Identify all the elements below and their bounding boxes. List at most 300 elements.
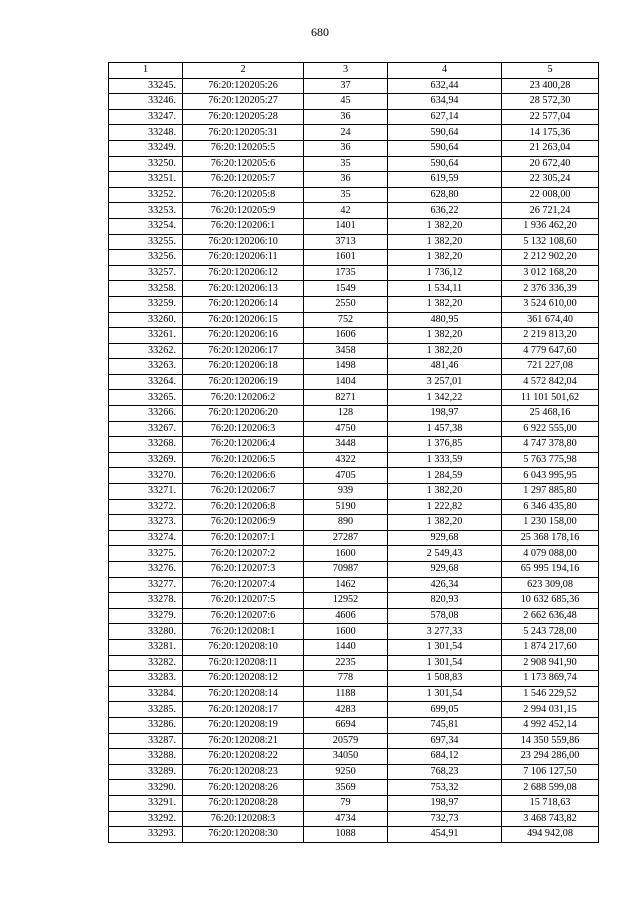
row-number-cell: 33279. — [109, 608, 183, 624]
row-number-cell: 33263. — [109, 359, 183, 375]
table-row — [109, 733, 599, 749]
specific-value-cell: 732,73 — [388, 811, 502, 827]
area-cell: 27287 — [304, 530, 388, 546]
table-row — [109, 795, 599, 811]
table-row — [109, 702, 599, 718]
area-cell: 5190 — [304, 499, 388, 515]
cadastral-value-cell: 4 992 452,14 — [502, 717, 599, 733]
cadastral-value-cell: 14 175,36 — [502, 125, 599, 141]
table-row — [109, 468, 599, 484]
table-row — [109, 530, 599, 546]
cadastral-number-cell: 76:20:120206:11 — [183, 250, 304, 266]
cadastral-value-cell: 3 524 610,00 — [502, 296, 599, 312]
cadastral-number-cell: 76:20:120208:23 — [183, 764, 304, 780]
cadastral-value-cell: 2 376 336,39 — [502, 281, 599, 297]
area-cell: 1606 — [304, 328, 388, 344]
cadastral-value-cell: 5 243 728,00 — [502, 624, 599, 640]
table-row — [109, 374, 599, 390]
cadastral-number-cell: 76:20:120206:7 — [183, 484, 304, 500]
table-row — [109, 203, 599, 219]
specific-value-cell: 1 284,59 — [388, 468, 502, 484]
table-row — [109, 671, 599, 687]
row-number-cell: 33266. — [109, 406, 183, 422]
row-number-cell: 33249. — [109, 140, 183, 156]
specific-value-cell: 454,91 — [388, 827, 502, 843]
table-row — [109, 780, 599, 796]
cadastral-value-cell: 2 908 941,90 — [502, 655, 599, 671]
row-number-cell: 33289. — [109, 764, 183, 780]
cadastral-number-cell: 76:20:120208:3 — [183, 811, 304, 827]
area-cell: 4322 — [304, 452, 388, 468]
area-cell: 35 — [304, 156, 388, 172]
area-cell: 79 — [304, 795, 388, 811]
specific-value-cell: 1 382,20 — [388, 484, 502, 500]
cadastral-value-cell: 22 008,00 — [502, 187, 599, 203]
area-cell: 1462 — [304, 577, 388, 593]
cadastral-number-cell: 76:20:120206:4 — [183, 437, 304, 453]
area-cell: 9250 — [304, 764, 388, 780]
area-cell: 1600 — [304, 546, 388, 562]
cadastral-value-cell: 5 132 108,60 — [502, 234, 599, 250]
cadastral-number-cell: 76:20:120207:5 — [183, 593, 304, 609]
specific-value-cell: 480,95 — [388, 312, 502, 328]
cadastral-value-cell: 721 227,08 — [502, 359, 599, 375]
cadastral-number-cell: 76:20:120208:22 — [183, 749, 304, 765]
area-cell: 752 — [304, 312, 388, 328]
cadastral-number-cell: 76:20:120205:8 — [183, 187, 304, 203]
cadastral-value-cell: 1 874 217,60 — [502, 639, 599, 655]
column-header-2: 2 — [183, 63, 304, 79]
cadastral-number-cell: 76:20:120205:6 — [183, 156, 304, 172]
cadastral-number-cell: 76:20:120206:14 — [183, 296, 304, 312]
cadastral-number-cell: 76:20:120208:30 — [183, 827, 304, 843]
cadastral-value-cell: 4 572 842,04 — [502, 374, 599, 390]
cadastral-value-cell: 4 747 378,80 — [502, 437, 599, 453]
table-row — [109, 437, 599, 453]
specific-value-cell: 1 301,54 — [388, 686, 502, 702]
cadastral-number-cell: 76:20:120206:1 — [183, 218, 304, 234]
specific-value-cell: 481,46 — [388, 359, 502, 375]
cadastral-value-cell: 6 043 995,95 — [502, 468, 599, 484]
cadastral-value-cell: 7 106 127,50 — [502, 764, 599, 780]
area-cell: 6694 — [304, 717, 388, 733]
cadastral-value-cell: 1 173 869,74 — [502, 671, 599, 687]
row-number-cell: 33264. — [109, 374, 183, 390]
table-row — [109, 546, 599, 562]
row-number-cell: 33250. — [109, 156, 183, 172]
cadastral-number-cell: 76:20:120206:16 — [183, 328, 304, 344]
area-cell: 4705 — [304, 468, 388, 484]
table-row — [109, 562, 599, 578]
cadastral-number-cell: 76:20:120206:20 — [183, 406, 304, 422]
table-row — [109, 764, 599, 780]
area-cell: 4750 — [304, 421, 388, 437]
row-number-cell: 33270. — [109, 468, 183, 484]
cadastral-value-cell: 2 688 599,08 — [502, 780, 599, 796]
area-cell: 1088 — [304, 827, 388, 843]
cadastral-value-cell: 21 263,04 — [502, 140, 599, 156]
column-header-3: 3 — [304, 63, 388, 79]
cadastral-number-cell: 76:20:120206:13 — [183, 281, 304, 297]
row-number-cell: 33283. — [109, 671, 183, 687]
cadastral-value-cell: 26 721,24 — [502, 203, 599, 219]
cadastral-value-cell: 65 995 194,16 — [502, 562, 599, 578]
specific-value-cell: 1 534,11 — [388, 281, 502, 297]
row-number-cell: 33265. — [109, 390, 183, 406]
row-number-cell: 33262. — [109, 343, 183, 359]
table-row — [109, 187, 599, 203]
row-number-cell: 33247. — [109, 109, 183, 125]
specific-value-cell: 590,64 — [388, 140, 502, 156]
specific-value-cell: 578,08 — [388, 608, 502, 624]
area-cell: 34050 — [304, 749, 388, 765]
cadastral-number-cell: 76:20:120206:15 — [183, 312, 304, 328]
cadastral-value-cell: 1 297 885,80 — [502, 484, 599, 500]
table-row — [109, 250, 599, 266]
row-number-cell: 33282. — [109, 655, 183, 671]
specific-value-cell: 590,64 — [388, 125, 502, 141]
row-number-cell: 33280. — [109, 624, 183, 640]
specific-value-cell: 1 301,54 — [388, 655, 502, 671]
cadastral-value-cell: 11 101 501,62 — [502, 390, 599, 406]
table-row — [109, 265, 599, 281]
cadastral-number-cell: 76:20:120205:28 — [183, 109, 304, 125]
cadastral-number-cell: 76:20:120208:11 — [183, 655, 304, 671]
cadastral-number-cell: 76:20:120206:8 — [183, 499, 304, 515]
table-row — [109, 94, 599, 110]
specific-value-cell: 1 457,38 — [388, 421, 502, 437]
cadastral-value-cell: 4 079 088,00 — [502, 546, 599, 562]
row-number-cell: 33254. — [109, 218, 183, 234]
specific-value-cell: 3 277,33 — [388, 624, 502, 640]
table-row — [109, 484, 599, 500]
row-number-cell: 33293. — [109, 827, 183, 843]
cadastral-number-cell: 76:20:120205:31 — [183, 125, 304, 141]
row-number-cell: 33290. — [109, 780, 183, 796]
specific-value-cell: 820,93 — [388, 593, 502, 609]
cadastral-number-cell: 76:20:120205:27 — [183, 94, 304, 110]
cadastral-value-cell: 5 763 775,98 — [502, 452, 599, 468]
specific-value-cell: 1 301,54 — [388, 639, 502, 655]
specific-value-cell: 1 508,83 — [388, 671, 502, 687]
cadastral-value-cell: 4 779 647,60 — [502, 343, 599, 359]
table-row — [109, 749, 599, 765]
cadastral-value-cell: 23 400,28 — [502, 78, 599, 94]
table-row — [109, 172, 599, 188]
cadastral-number-cell: 76:20:120207:2 — [183, 546, 304, 562]
row-number-cell: 33281. — [109, 639, 183, 655]
cadastral-number-cell: 76:20:120206:2 — [183, 390, 304, 406]
row-number-cell: 33288. — [109, 749, 183, 765]
table-row — [109, 639, 599, 655]
table-body — [109, 78, 599, 842]
table-row — [109, 328, 599, 344]
specific-value-cell: 627,14 — [388, 109, 502, 125]
row-number-cell: 33276. — [109, 562, 183, 578]
row-number-cell: 33284. — [109, 686, 183, 702]
area-cell: 1188 — [304, 686, 388, 702]
area-cell: 8271 — [304, 390, 388, 406]
cadastral-number-cell: 76:20:120206:10 — [183, 234, 304, 250]
cadastral-value-cell: 10 632 685,36 — [502, 593, 599, 609]
cadastral-number-cell: 76:20:120206:18 — [183, 359, 304, 375]
specific-value-cell: 699,05 — [388, 702, 502, 718]
area-cell: 4283 — [304, 702, 388, 718]
cadastral-number-cell: 76:20:120206:12 — [183, 265, 304, 281]
row-number-cell: 33259. — [109, 296, 183, 312]
table-row — [109, 359, 599, 375]
cadastral-number-cell: 76:20:120206:6 — [183, 468, 304, 484]
cadastral-value-cell: 361 674,40 — [502, 312, 599, 328]
area-cell: 36 — [304, 140, 388, 156]
cadastral-number-cell: 76:20:120206:19 — [183, 374, 304, 390]
column-header-5: 5 — [502, 63, 599, 79]
cadastral-number-cell: 76:20:120206:3 — [183, 421, 304, 437]
cadastral-number-cell: 76:20:120205:26 — [183, 78, 304, 94]
table-row — [109, 125, 599, 141]
row-number-cell: 33292. — [109, 811, 183, 827]
specific-value-cell: 745,81 — [388, 717, 502, 733]
specific-value-cell: 929,68 — [388, 562, 502, 578]
row-number-cell: 33257. — [109, 265, 183, 281]
cadastral-value-cell: 1 546 229,52 — [502, 686, 599, 702]
cadastral-value-cell: 6 346 435,80 — [502, 499, 599, 515]
cadastral-value-cell: 2 212 902,20 — [502, 250, 599, 266]
row-number-cell: 33255. — [109, 234, 183, 250]
cadastral-number-cell: 76:20:120208:17 — [183, 702, 304, 718]
area-cell: 2550 — [304, 296, 388, 312]
table-row — [109, 312, 599, 328]
specific-value-cell: 1 382,20 — [388, 515, 502, 531]
area-cell: 24 — [304, 125, 388, 141]
row-number-cell: 33261. — [109, 328, 183, 344]
cadastral-number-cell: 76:20:120206:5 — [183, 452, 304, 468]
row-number-cell: 33267. — [109, 421, 183, 437]
row-number-cell: 33251. — [109, 172, 183, 188]
area-cell: 12952 — [304, 593, 388, 609]
column-header-4: 4 — [388, 63, 502, 79]
cadastral-value-cell: 3 012 168,20 — [502, 265, 599, 281]
page-number: 680 — [311, 25, 329, 39]
table-row — [109, 343, 599, 359]
specific-value-cell: 636,22 — [388, 203, 502, 219]
area-cell: 3458 — [304, 343, 388, 359]
cadastral-number-cell: 76:20:120208:26 — [183, 780, 304, 796]
cadastral-number-cell: 76:20:120206:17 — [183, 343, 304, 359]
table-row — [109, 655, 599, 671]
row-number-cell: 33275. — [109, 546, 183, 562]
cadastral-number-cell: 76:20:120207:6 — [183, 608, 304, 624]
row-number-cell: 33286. — [109, 717, 183, 733]
area-cell: 1549 — [304, 281, 388, 297]
row-number-cell: 33245. — [109, 78, 183, 94]
table-row — [109, 234, 599, 250]
row-number-cell: 33277. — [109, 577, 183, 593]
specific-value-cell: 1 382,20 — [388, 296, 502, 312]
header-row — [109, 63, 599, 79]
area-cell: 4606 — [304, 608, 388, 624]
area-cell: 70987 — [304, 562, 388, 578]
specific-value-cell: 634,94 — [388, 94, 502, 110]
row-number-cell: 33256. — [109, 250, 183, 266]
cadastral-value-cell: 20 672,40 — [502, 156, 599, 172]
table-row — [109, 827, 599, 843]
row-number-cell: 33248. — [109, 125, 183, 141]
table-row — [109, 296, 599, 312]
cadastral-value-cell: 25 368 178,16 — [502, 530, 599, 546]
table-row — [109, 717, 599, 733]
cadastral-number-cell: 76:20:120205:7 — [183, 172, 304, 188]
table-row — [109, 686, 599, 702]
cadastral-value-cell: 1 936 462,20 — [502, 218, 599, 234]
column-header-1: 1 — [109, 63, 183, 79]
table-row — [109, 593, 599, 609]
cadastral-value-cell: 22 305,24 — [502, 172, 599, 188]
specific-value-cell: 1 382,20 — [388, 250, 502, 266]
area-cell: 1404 — [304, 374, 388, 390]
table-row — [109, 608, 599, 624]
table-header — [109, 63, 599, 79]
table-row — [109, 156, 599, 172]
row-number-cell: 33253. — [109, 203, 183, 219]
area-cell: 778 — [304, 671, 388, 687]
specific-value-cell: 1 382,20 — [388, 343, 502, 359]
row-number-cell: 33258. — [109, 281, 183, 297]
area-cell: 1735 — [304, 265, 388, 281]
cadastral-number-cell: 76:20:120208:1 — [183, 624, 304, 640]
cadastral-value-table — [108, 62, 599, 843]
specific-value-cell: 632,44 — [388, 78, 502, 94]
area-cell: 4734 — [304, 811, 388, 827]
specific-value-cell: 628,80 — [388, 187, 502, 203]
specific-value-cell: 768,23 — [388, 764, 502, 780]
area-cell: 1440 — [304, 639, 388, 655]
table-row — [109, 499, 599, 515]
specific-value-cell: 1 382,20 — [388, 218, 502, 234]
specific-value-cell: 1 376,85 — [388, 437, 502, 453]
cadastral-value-cell: 1 230 158,00 — [502, 515, 599, 531]
cadastral-value-cell: 6 922 555,00 — [502, 421, 599, 437]
cadastral-number-cell: 76:20:120208:12 — [183, 671, 304, 687]
table-row — [109, 140, 599, 156]
area-cell: 890 — [304, 515, 388, 531]
table-row — [109, 78, 599, 94]
specific-value-cell: 590,64 — [388, 156, 502, 172]
specific-value-cell: 753,32 — [388, 780, 502, 796]
row-number-cell: 33268. — [109, 437, 183, 453]
area-cell: 37 — [304, 78, 388, 94]
cadastral-value-cell: 22 577,04 — [502, 109, 599, 125]
cadastral-number-cell: 76:20:120207:1 — [183, 530, 304, 546]
area-cell: 36 — [304, 172, 388, 188]
cadastral-value-cell: 23 294 286,00 — [502, 749, 599, 765]
row-number-cell: 33272. — [109, 499, 183, 515]
cadastral-number-cell: 76:20:120205:5 — [183, 140, 304, 156]
table-row — [109, 577, 599, 593]
specific-value-cell: 3 257,01 — [388, 374, 502, 390]
row-number-cell: 33274. — [109, 530, 183, 546]
table-row — [109, 390, 599, 406]
specific-value-cell: 2 549,43 — [388, 546, 502, 562]
area-cell: 3448 — [304, 437, 388, 453]
specific-value-cell: 198,97 — [388, 406, 502, 422]
cadastral-value-cell: 2 219 813,20 — [502, 328, 599, 344]
area-cell: 128 — [304, 406, 388, 422]
specific-value-cell: 426,34 — [388, 577, 502, 593]
cadastral-number-cell: 76:20:120205:9 — [183, 203, 304, 219]
specific-value-cell: 1 382,20 — [388, 328, 502, 344]
row-number-cell: 33271. — [109, 484, 183, 500]
cadastral-value-cell: 3 468 743,82 — [502, 811, 599, 827]
cadastral-number-cell: 76:20:120208:21 — [183, 733, 304, 749]
area-cell: 2235 — [304, 655, 388, 671]
area-cell: 20579 — [304, 733, 388, 749]
cadastral-number-cell: 76:20:120208:28 — [183, 795, 304, 811]
area-cell: 1600 — [304, 624, 388, 640]
area-cell: 939 — [304, 484, 388, 500]
cadastral-value-cell: 25 468,16 — [502, 406, 599, 422]
table-row — [109, 281, 599, 297]
row-number-cell: 33285. — [109, 702, 183, 718]
table-row — [109, 421, 599, 437]
specific-value-cell: 697,34 — [388, 733, 502, 749]
area-cell: 1601 — [304, 250, 388, 266]
specific-value-cell: 684,12 — [388, 749, 502, 765]
area-cell: 45 — [304, 94, 388, 110]
specific-value-cell: 1 382,20 — [388, 234, 502, 250]
cadastral-value-cell: 623 309,08 — [502, 577, 599, 593]
table-row — [109, 811, 599, 827]
row-number-cell: 33278. — [109, 593, 183, 609]
area-cell: 42 — [304, 203, 388, 219]
area-cell: 1498 — [304, 359, 388, 375]
area-cell: 1401 — [304, 218, 388, 234]
table-row — [109, 218, 599, 234]
table-row — [109, 406, 599, 422]
cadastral-value-cell: 14 350 559,86 — [502, 733, 599, 749]
specific-value-cell: 1 222,82 — [388, 499, 502, 515]
cadastral-value-cell: 15 718,63 — [502, 795, 599, 811]
cadastral-value-cell: 494 942,08 — [502, 827, 599, 843]
table-row — [109, 452, 599, 468]
row-number-cell: 33260. — [109, 312, 183, 328]
row-number-cell: 33291. — [109, 795, 183, 811]
cadastral-number-cell: 76:20:120206:9 — [183, 515, 304, 531]
cadastral-number-cell: 76:20:120208:14 — [183, 686, 304, 702]
area-cell: 36 — [304, 109, 388, 125]
area-cell: 35 — [304, 187, 388, 203]
specific-value-cell: 929,68 — [388, 530, 502, 546]
specific-value-cell: 1 333,59 — [388, 452, 502, 468]
specific-value-cell: 1 736,12 — [388, 265, 502, 281]
cadastral-value-cell: 2 662 636,48 — [502, 608, 599, 624]
table-row — [109, 515, 599, 531]
cadastral-number-cell: 76:20:120207:3 — [183, 562, 304, 578]
row-number-cell: 33269. — [109, 452, 183, 468]
area-cell: 3713 — [304, 234, 388, 250]
row-number-cell: 33252. — [109, 187, 183, 203]
cadastral-number-cell: 76:20:120208:19 — [183, 717, 304, 733]
area-cell: 3569 — [304, 780, 388, 796]
cadastral-number-cell: 76:20:120208:10 — [183, 639, 304, 655]
table-row — [109, 624, 599, 640]
table-row — [109, 109, 599, 125]
row-number-cell: 33287. — [109, 733, 183, 749]
cadastral-value-cell: 2 994 031,15 — [502, 702, 599, 718]
row-number-cell: 33273. — [109, 515, 183, 531]
specific-value-cell: 619,59 — [388, 172, 502, 188]
specific-value-cell: 198,97 — [388, 795, 502, 811]
